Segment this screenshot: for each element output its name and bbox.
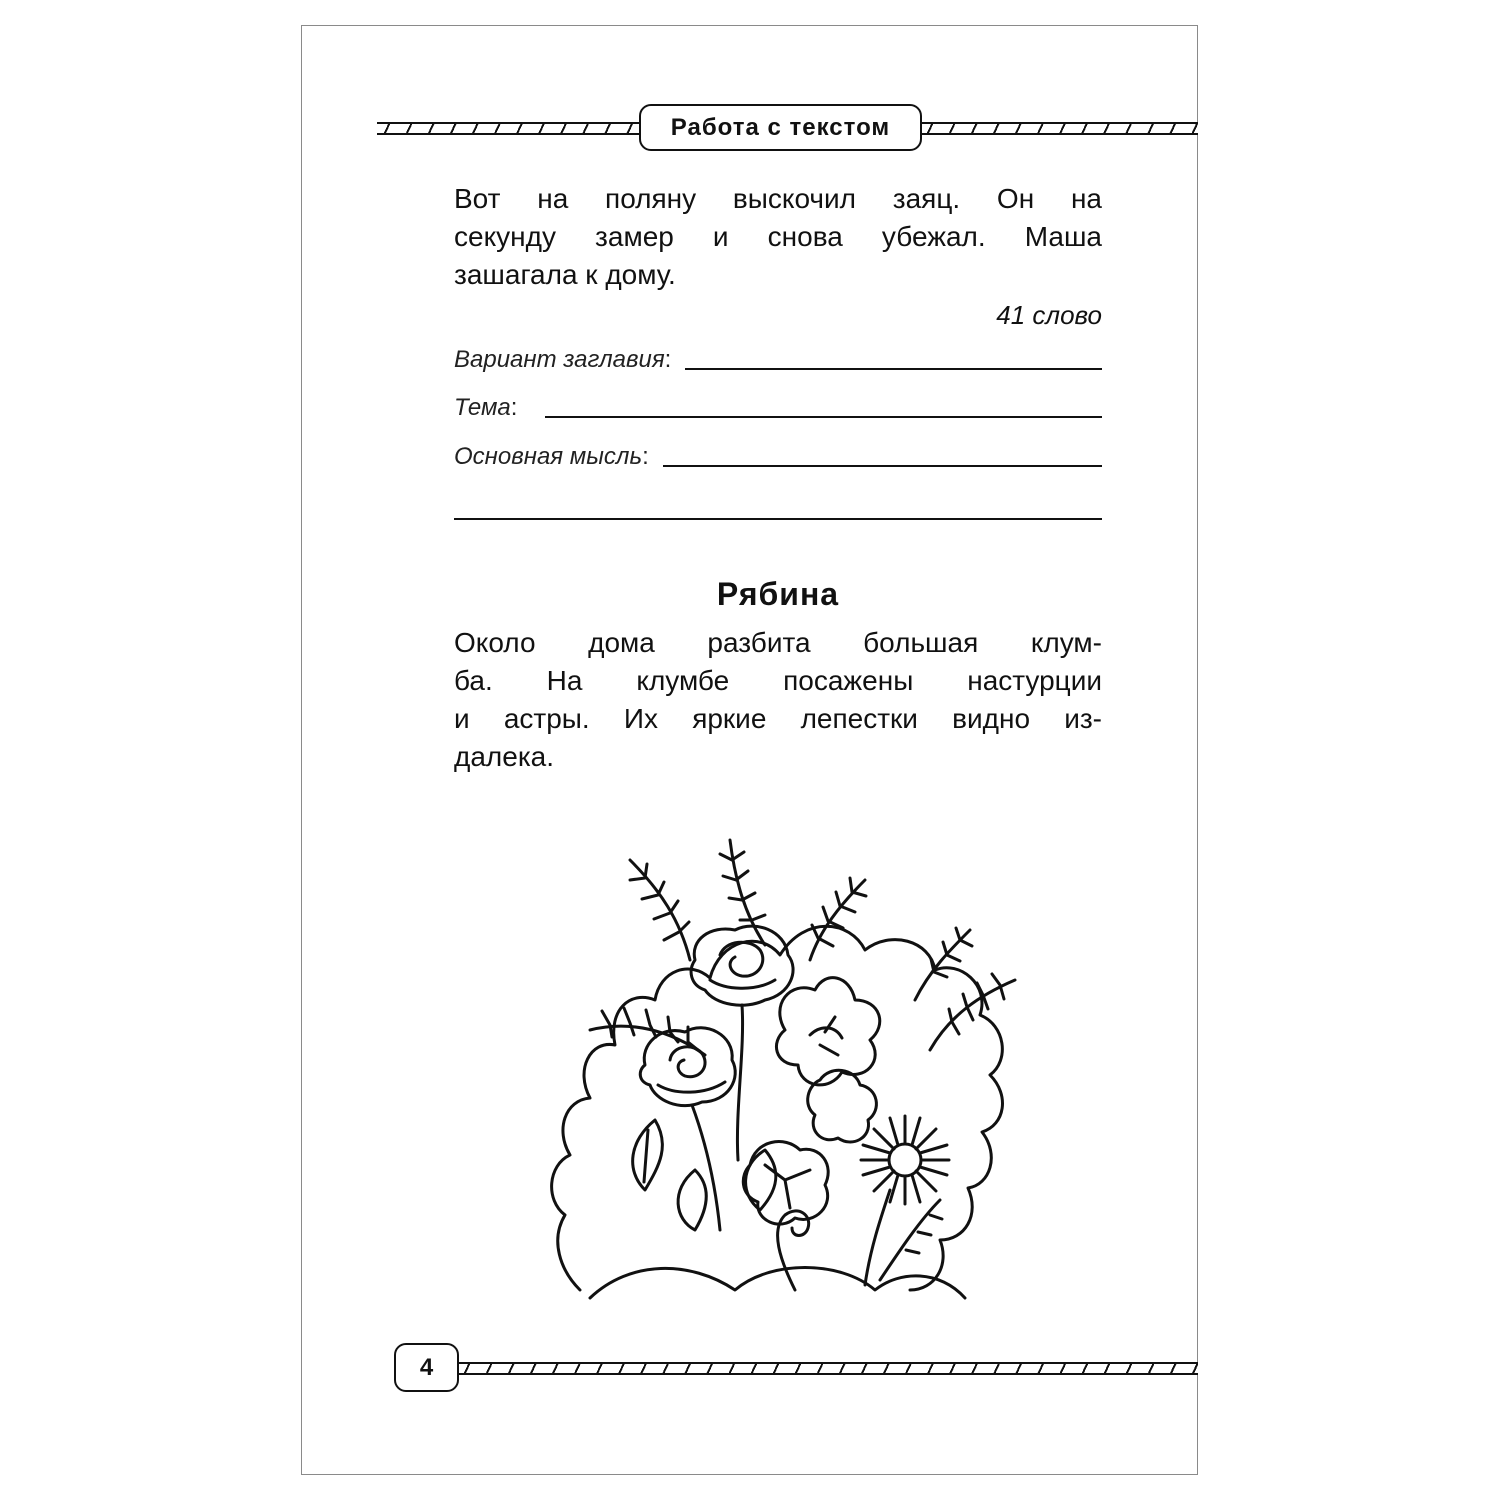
page-number [394,1343,459,1392]
rose-top [691,926,793,1005]
field-colon: : [642,443,649,470]
page-number-label: 4 [419,1353,434,1381]
topic-answer-line[interactable] [545,415,1102,418]
story-line: далека. [454,741,555,772]
story-line: ба. На клумбе посажены настурции [454,665,1102,696]
topic-label: Тема [454,394,511,421]
field-colon: : [510,394,518,421]
round-leaf [808,1070,877,1142]
nasturtium-flower [776,978,879,1085]
leaf [633,1120,663,1190]
section-header-label: Работа с текстом [670,113,891,141]
fern-far-right [915,928,972,1000]
rose-stem [692,1005,743,1230]
leaf [678,1170,706,1230]
header-rule-right [920,122,1198,135]
title-variant-field[interactable] [454,346,1102,374]
field-colon: : [664,346,672,373]
fern-small [880,1200,942,1280]
story-line: и астры. Их яркие лепестки видно из- [454,703,1102,734]
topic-field[interactable] [454,394,1102,422]
story-line: Вот на поляну выскочил заяц. Он на [454,183,1102,214]
fern-top-right [810,878,866,960]
story-line: секунду замер и снова убежал. Маша [454,221,1102,252]
story-line: зашагала к дому. [454,259,676,290]
title-variant-label: Вариант заглавия [454,346,665,373]
header-rule-left [377,122,642,135]
main-idea-field[interactable] [454,443,1102,471]
fern-top-left [630,860,690,960]
section-header [639,104,922,151]
story-title: Рябина [716,576,840,612]
main-idea-label: Основная мысль [454,443,643,470]
story-text [454,624,1102,776]
title-variant-answer-line[interactable] [685,367,1102,370]
main-idea-answer-line[interactable] [663,464,1102,467]
story-end-text [454,180,1102,294]
aster-flower [861,1116,949,1285]
main-idea-extra-line[interactable] [454,518,1102,520]
story-line: Около дома разбита большая клум- [454,627,1102,658]
leaf [746,1150,776,1210]
word-count: 41 слово [996,300,1102,330]
flowerbed-illustration [520,820,1020,1310]
ground [590,1268,965,1299]
footer-rule [457,1362,1198,1375]
round-leaf [743,1142,828,1225]
